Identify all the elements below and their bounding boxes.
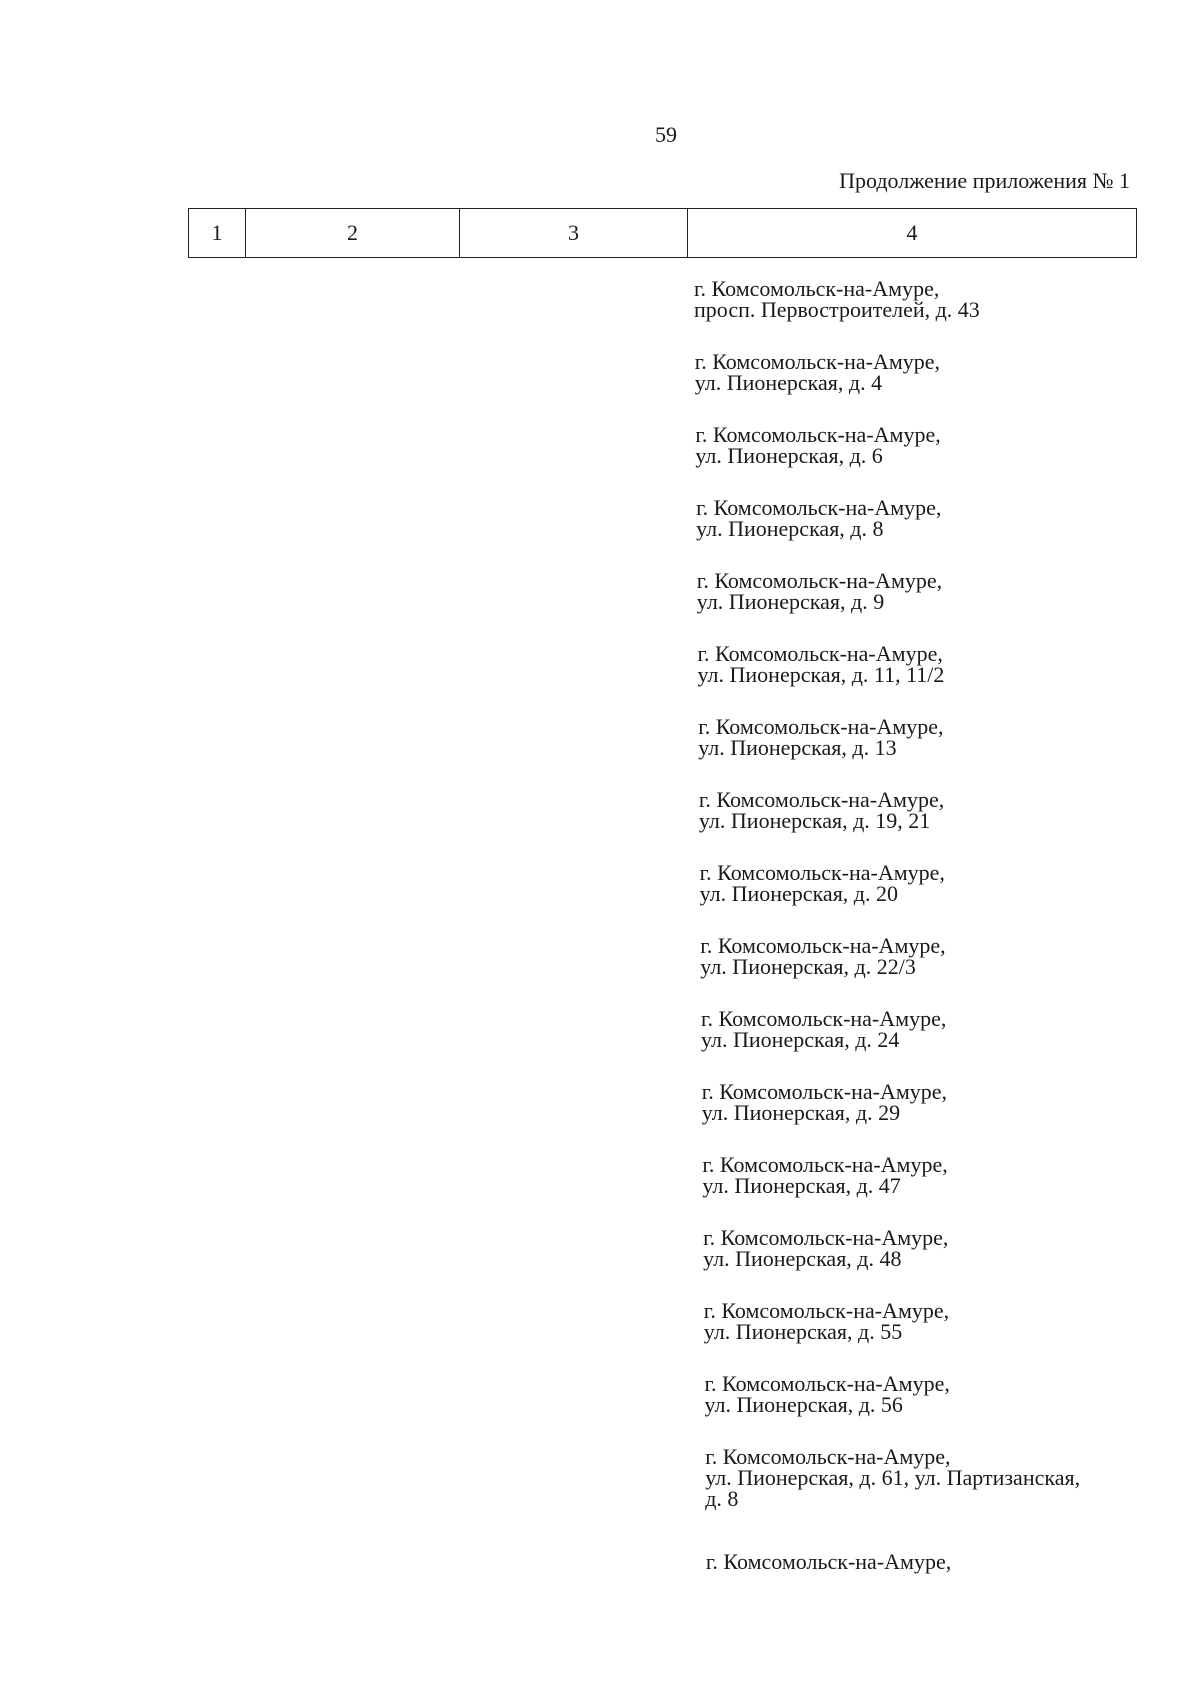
address-line: ул. Пионерская, д. 55	[703, 1319, 903, 1344]
address-line: ул. Пионерская, д. 9	[696, 589, 885, 614]
address-line: г. Комсомольск-на-Амуре,	[701, 1079, 948, 1104]
address-line: г. Комсомольск-на-Амуре,	[698, 787, 945, 812]
address-entry	[701, 1008, 946, 1050]
address-entry	[704, 1300, 949, 1342]
address-line: г. Комсомольск-на-Амуре,	[701, 1006, 947, 1031]
address-entry	[700, 862, 945, 904]
address-line: ул. Пионерская, д. 20	[699, 881, 899, 906]
address-line: г. Комсомольск-на-Амуре,	[705, 1444, 951, 1469]
address-entry	[702, 1154, 947, 1196]
address-line: г. Комсомольск-на-Амуре,	[696, 568, 943, 593]
address-line: г. Комсомольск-на-Амуре,	[703, 1298, 950, 1323]
address-line: ул. Пионерская, д. 29	[701, 1100, 901, 1125]
address-line: г. Комсомольск-на-Амуре,	[703, 1225, 949, 1250]
address-line: ул. Пионерская, д. 6	[695, 443, 883, 468]
address-line: г. Комсомольск-на-Амуре,	[695, 422, 941, 447]
column-header-table	[188, 208, 1137, 258]
address-line: ул. Пионерская, д. 4	[694, 370, 883, 395]
address-entry	[706, 1551, 951, 1572]
address-entry	[697, 570, 942, 612]
address-entry	[695, 424, 940, 466]
address-line: г. Комсомольск-на-Амуре,	[696, 495, 942, 520]
header-row	[189, 209, 1137, 258]
address-entry	[703, 1227, 948, 1269]
address-entry	[694, 278, 980, 320]
address-line: ул. Пионерская, д. 56	[704, 1392, 903, 1417]
address-line: д. 8	[705, 1486, 739, 1511]
address-line: просп. Первостроителей, д. 43	[694, 297, 980, 322]
address-line: г. Комсомольск-на-Амуре,	[699, 860, 945, 885]
address-line: г. Комсомольск-на-Амуре,	[704, 1371, 950, 1396]
address-line: ул. Пионерская, д. 22/3	[700, 954, 916, 979]
address-line: г. Комсомольск-на-Амуре,	[705, 1549, 952, 1574]
address-line: ул. Пионерская, д. 8	[696, 516, 884, 541]
column-number-4: 4	[688, 209, 1137, 258]
column-number-1: 1	[189, 209, 246, 258]
address-entry	[700, 935, 945, 977]
address-entry	[702, 1081, 947, 1123]
address-line: ул. Пионерская, д. 61, ул. Партизанская,	[705, 1465, 1081, 1490]
address-entry	[705, 1446, 1080, 1509]
address-entry	[705, 1373, 950, 1415]
column-number-2: 2	[246, 209, 460, 258]
address-line: г. Комсомольск-на-Амуре,	[700, 933, 946, 958]
address-entry	[696, 497, 941, 539]
page-number: 59	[655, 122, 677, 147]
continuation-title: Продолжение приложения № 1	[839, 168, 1130, 193]
address-line: ул. Пионерская, д. 19, 21	[698, 808, 931, 833]
address-line: г. Комсомольск-на-Амуре,	[694, 276, 940, 301]
address-entry	[698, 643, 945, 685]
address-entry	[695, 351, 940, 393]
address-line: ул. Пионерская, д. 24	[701, 1027, 900, 1052]
column-number-3: 3	[460, 209, 688, 258]
address-line: ул. Пионерская, д. 48	[703, 1246, 902, 1271]
address-line: г. Комсомольск-на-Амуре,	[702, 1152, 948, 1177]
address-line: г. Комсомольск-на-Амуре,	[698, 714, 944, 739]
address-line: ул. Пионерская, д. 47	[702, 1173, 901, 1198]
address-line: г. Комсомольск-на-Амуре,	[694, 349, 941, 374]
address-line: г. Комсомольск-на-Амуре,	[697, 641, 943, 666]
address-line: ул. Пионерская, д. 13	[698, 735, 897, 760]
address-line: ул. Пионерская, д. 11, 11/2	[697, 662, 945, 687]
address-entry	[699, 789, 944, 831]
address-entry	[698, 716, 943, 758]
